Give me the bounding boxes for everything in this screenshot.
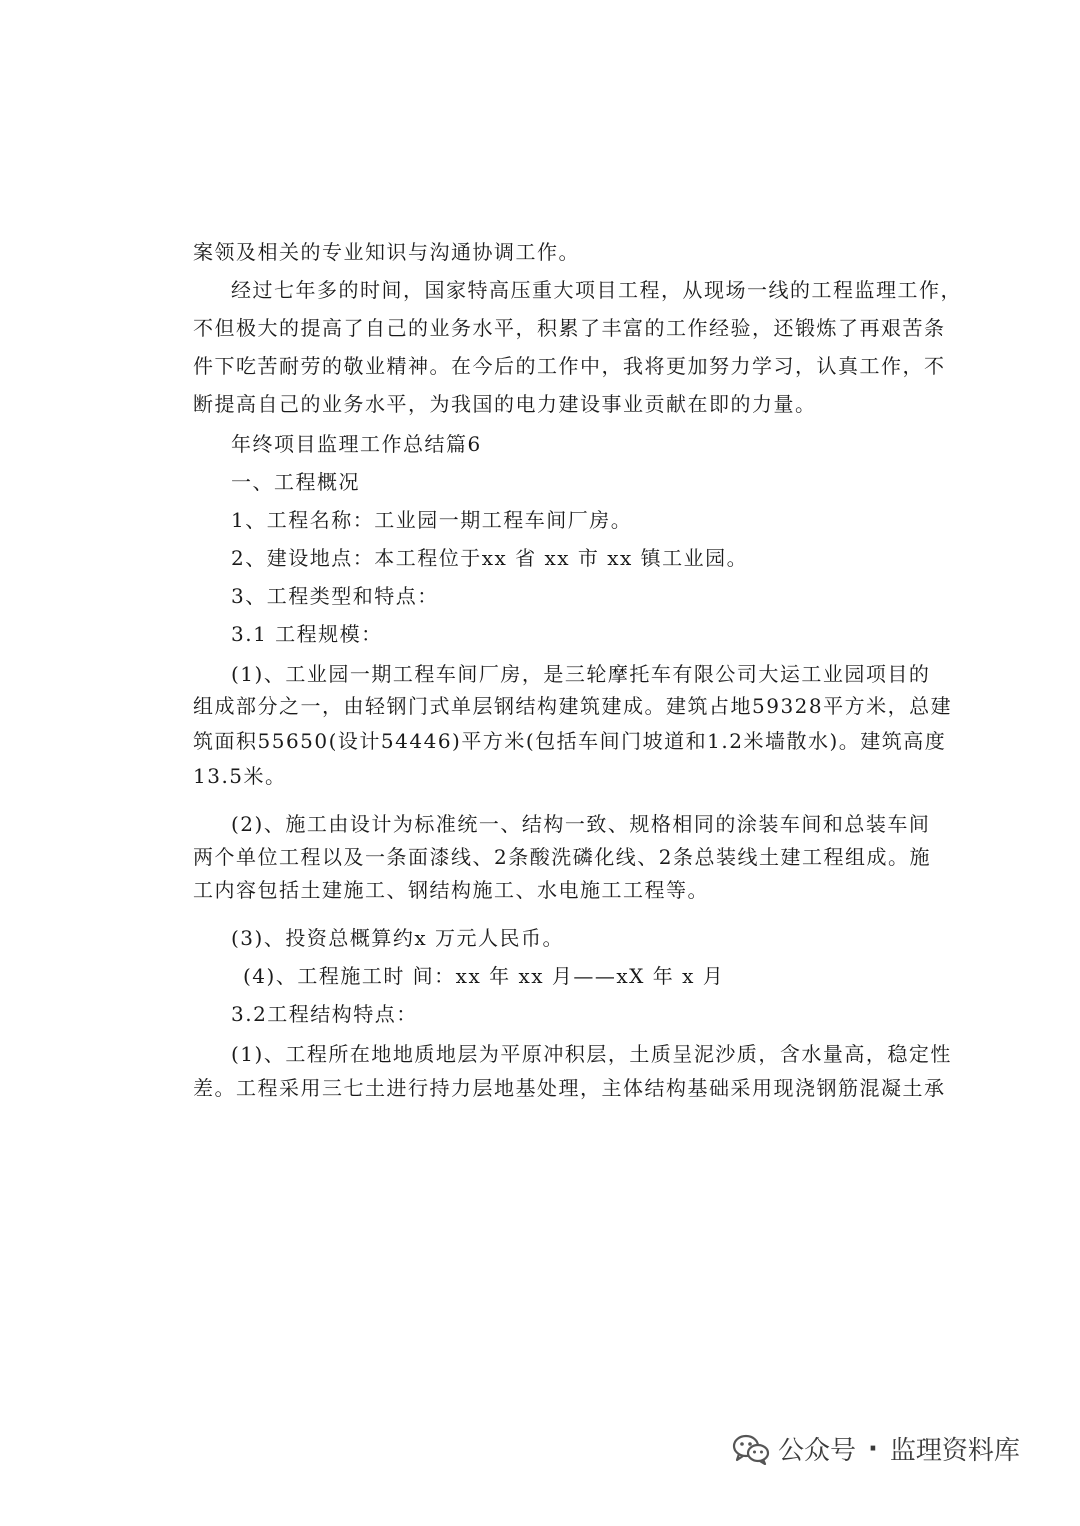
paragraph-line: 工内容包括土建施工、钢结构施工、水电施工工程等。 [193,878,709,902]
paragraph-line: 组成部分之一，由轻钢门式单层钢结构建筑建成。建筑占地59328平方米，总建 [193,694,953,718]
section-heading: 年终项目监理工作总结篇6 [231,432,482,456]
wechat-icon [732,1433,770,1465]
subsection-heading: 3.1 工程规模： [231,622,383,646]
paragraph-line: 经过七年多的时间，国家特高压重大项目工程，从现场一线的工程监理工作， [231,278,962,302]
paragraph-line: 件下吃苦耐劳的敬业精神。在今后的工作中，我将更加努力学习，认真工作，不 [193,354,946,378]
paragraph-line: (4)、工程施工时 间：xx 年 xx 月——xX 年 x 月 [243,964,725,988]
paragraph-line: (3)、投资总概算约x 万元人民币。 [231,926,564,950]
watermark-account: 监理资料库 [889,1436,1020,1466]
list-item: 1、工程名称：工业园一期工程车间厂房。 [231,508,633,532]
paragraph-line: 差。工程采用三七土进行持力层地基处理，主体结构基础采用现浇钢筋混凝土承 [193,1076,946,1100]
list-item: 3、工程类型和特点： [231,584,439,608]
paragraph-line: 案领及相关的专业知识与沟通协调工作。 [193,240,580,264]
watermark-separator: · [868,1433,878,1464]
paragraph-line: (1)、工业园一期工程车间厂房，是三轮摩托车有限公司大运工业园项目的 [231,662,931,686]
subsection-heading: 3.2工程结构特点： [231,1002,418,1026]
paragraph-line: 两个单位工程以及一条面漆线、2条酸洗磷化线、2条总装线土建工程组成。施 [193,845,931,869]
paragraph-line: (1)、工程所在地地质地层为平原冲积层，土质呈泥沙质，含水量高，稳定性 [231,1042,952,1066]
paragraph-line: (2)、施工由设计为标准统一、结构一致、规格相同的涂装车间和总装车间 [231,812,931,836]
watermark [732,1430,1020,1467]
section-heading: 一、工程概况 [231,470,360,494]
paragraph-line: 不但极大的提高了自己的业务水平，积累了丰富的工作经验，还锻炼了再艰苦条 [193,316,946,340]
paragraph-line: 筑面积55650(设计54446)平方米(包括车间门坡道和1.2米墙散水)。建筑高度 [193,729,947,753]
watermark-label: 公众号 [778,1436,857,1466]
list-item: 2、建设地点：本工程位于xx 省 xx 市 xx 镇工业园。 [231,546,749,570]
paragraph-line: 13.5米。 [193,764,287,788]
paragraph-line: 断提高自己的业务水平，为我国的电力建设事业贡献在即的力量。 [193,392,817,416]
